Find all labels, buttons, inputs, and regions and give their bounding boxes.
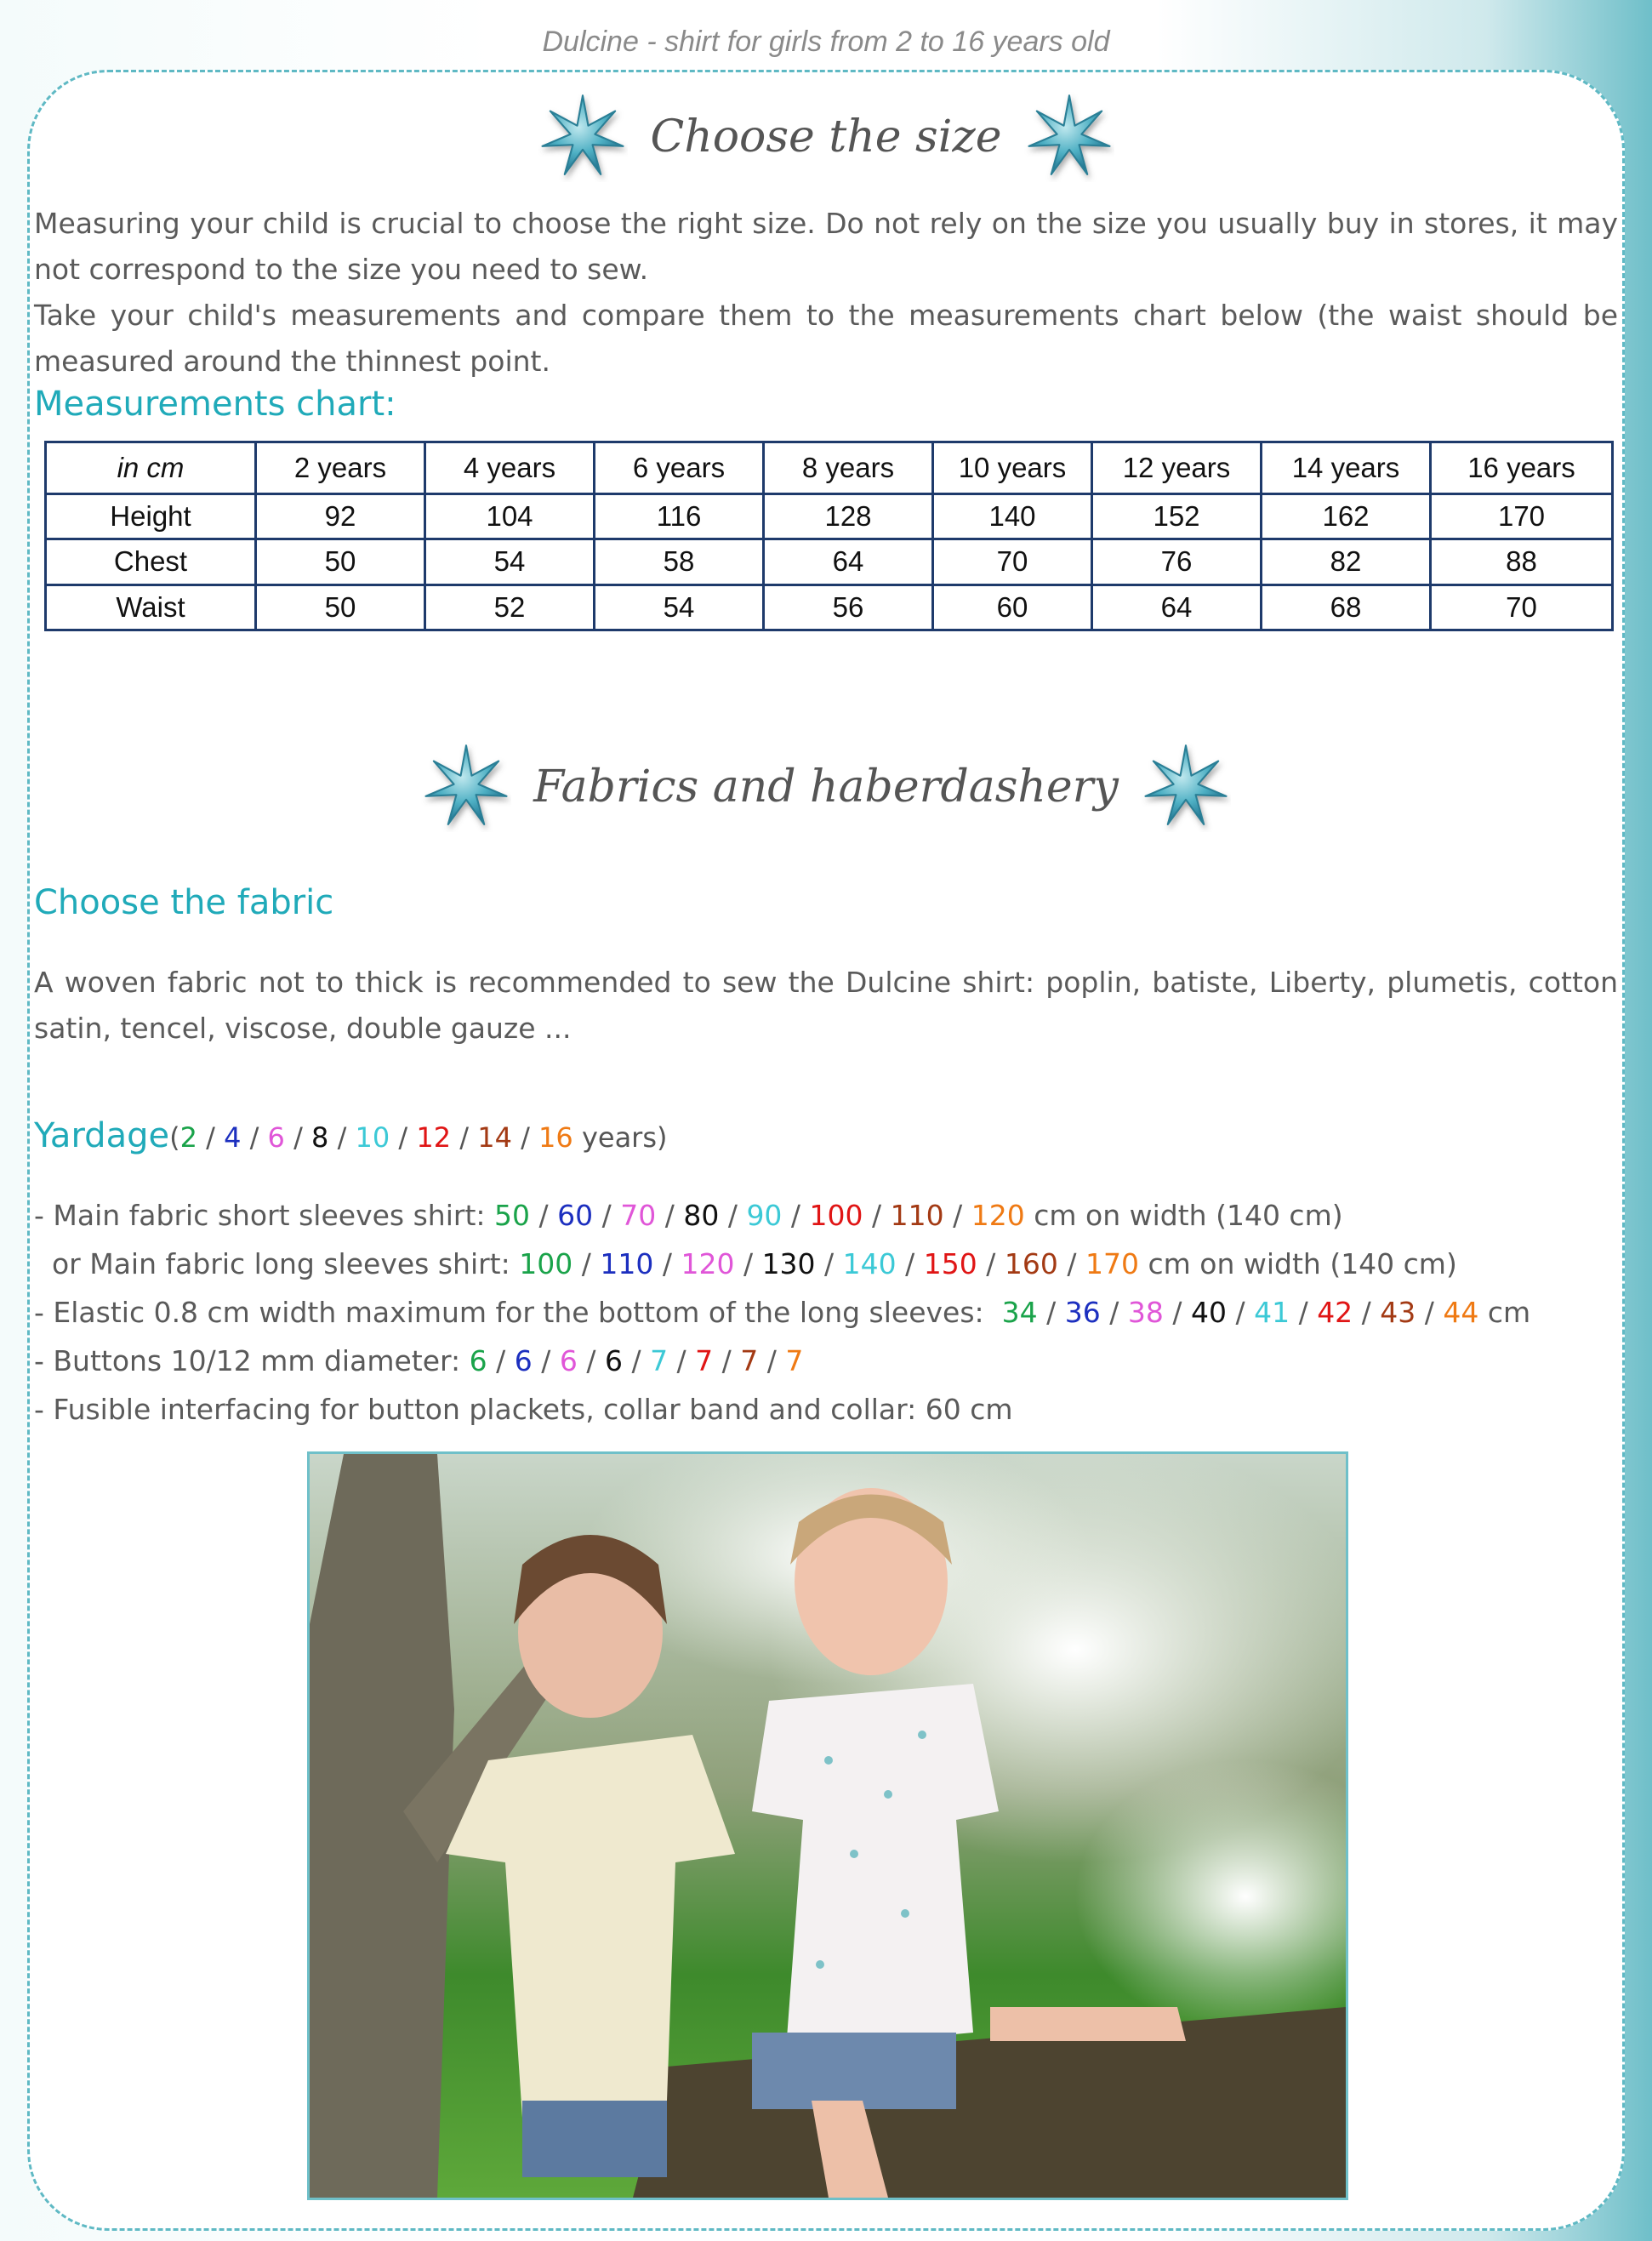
table-cell: 52 [425, 584, 595, 630]
list-item: or Main fabric long sleeves shirt: 100 / 110 / 120 / 130 / 140 / 150 / 160 / 170 cm on width (140 cm) [34, 1247, 1457, 1280]
table-cell: 162 [1262, 494, 1431, 539]
table-cell: 58 [595, 539, 764, 584]
size-paragraph-2: Take your child's measurements and compare them to the measurements chart below (the waist should be measured around the thinnest point. [34, 299, 1618, 378]
table-row-label: Waist [46, 584, 256, 630]
list-item-value: 38 [1127, 1296, 1164, 1329]
yardage-size-value: 4 [224, 1121, 242, 1154]
list-item-value: 42 [1317, 1296, 1353, 1329]
list-item-value: 43 [1380, 1296, 1416, 1329]
fabric-section-title [0, 742, 1652, 832]
list-item-label: - Buttons 10/12 mm diameter: [34, 1344, 470, 1377]
blue-star-icon [1141, 742, 1231, 832]
list-item: - Elastic 0.8 cm width maximum for the bottom of the long sleeves: 34 / 36 / 38 / 40 / 41 / 42 / 43 / 44 cm [34, 1296, 1531, 1329]
list-item-suffix: cm on width (140 cm) [1024, 1199, 1343, 1232]
list-item-value: 80 [683, 1199, 720, 1232]
table-unit-cell: in cm [46, 442, 256, 494]
blue-star-icon [1024, 92, 1114, 182]
yardage-size-value: 14 [477, 1121, 512, 1154]
yardage-heading: Yardage [34, 1116, 170, 1155]
list-item-value: 90 [746, 1199, 783, 1232]
table-cell: 60 [933, 584, 1092, 630]
table-cell: 50 [256, 584, 425, 630]
table-cell: 140 [933, 494, 1092, 539]
table-row-label: Chest [46, 539, 256, 584]
table-cell: 54 [425, 539, 595, 584]
table-cell: 82 [1262, 539, 1431, 584]
list-item-value: 150 [923, 1247, 977, 1280]
list-item-value: 6 [604, 1344, 623, 1377]
list-item-label: - Fusible interfacing for button plackets, collar band and collar: 60 cm [34, 1393, 1013, 1426]
table-header-cell: 16 years [1431, 442, 1613, 494]
yardage-size-legend: (2 / 4 / 6 / 8 / 10 / 12 / 14 / 16 years) [169, 1121, 668, 1154]
blue-star-icon [538, 92, 628, 182]
measurements-table [44, 441, 1614, 631]
table-header-cell: 2 years [256, 442, 425, 494]
table-cell: 104 [425, 494, 595, 539]
list-item-value: 36 [1064, 1296, 1101, 1329]
list-item-value: 40 [1190, 1296, 1227, 1329]
list-item-value: 120 [971, 1199, 1025, 1232]
table-header-cell: 10 years [933, 442, 1092, 494]
table-header-row [46, 442, 1613, 494]
size-title-text: Choose the size [650, 111, 1002, 163]
yardage-size-value: 8 [311, 1121, 329, 1154]
list-item-label: or Main fabric long sleeves shirt: [34, 1247, 520, 1280]
table-cell: 116 [595, 494, 764, 539]
table-cell: 56 [764, 584, 933, 630]
list-item-label: - Elastic 0.8 cm width maximum for the bottom of the long sleeves: [34, 1296, 1002, 1329]
list-item-suffix: cm on width (140 cm) [1139, 1247, 1457, 1280]
list-item [34, 1385, 1530, 1434]
product-photo [307, 1451, 1348, 2200]
list-item-value: 70 [620, 1199, 657, 1232]
table-cell: 76 [1092, 539, 1262, 584]
size-paragraph-1: Measuring your child is crucial to choose the right size. Do not rely on the size you usually buy in stores, it may not correspond to the size you need to sew. [34, 207, 1618, 286]
measurements-chart-heading: Measurements chart: [34, 385, 396, 424]
table-header-cell: 6 years [595, 442, 764, 494]
haberdashery-list [34, 1191, 1530, 1434]
list-item-value: 6 [469, 1344, 487, 1377]
table-cell: 64 [764, 539, 933, 584]
list-item: - Buttons 10/12 mm diameter: 6 / 6 / 6 / 6 / 7 / 7 / 7 / 7 [34, 1344, 804, 1377]
list-item-value: 100 [519, 1247, 573, 1280]
table-cell: 152 [1092, 494, 1262, 539]
table-row [46, 494, 1613, 539]
list-item-suffix: cm [1478, 1296, 1531, 1329]
size-section-title [0, 92, 1652, 182]
table-cell: 70 [933, 539, 1092, 584]
table-cell: 64 [1092, 584, 1262, 630]
yardage-size-value: 10 [355, 1121, 390, 1154]
list-item-value: 130 [761, 1247, 816, 1280]
list-item-value: 110 [890, 1199, 944, 1232]
page-header: Dulcine - shirt for girls from 2 to 16 years old [542, 26, 1110, 58]
table-header-cell: 14 years [1262, 442, 1431, 494]
table-row-label: Height [46, 494, 256, 539]
list-item: - Main fabric short sleeves shirt: 50 / 60 / 70 / 80 / 90 / 100 / 110 / 120 cm on width (140 cm) [34, 1199, 1343, 1232]
list-item-value: 7 [695, 1344, 714, 1377]
table-cell: 54 [595, 584, 764, 630]
blue-star-icon [421, 742, 511, 832]
table-cell: 88 [1431, 539, 1613, 584]
list-item-value: 120 [681, 1247, 735, 1280]
list-item-value: 140 [842, 1247, 897, 1280]
yardage-size-value: 16 [538, 1121, 573, 1154]
table-header-cell: 12 years [1092, 442, 1262, 494]
list-item-value: 6 [559, 1344, 578, 1377]
choose-fabric-heading: Choose the fabric [34, 883, 334, 922]
table-cell: 70 [1431, 584, 1613, 630]
yardage-heading-line [34, 1116, 667, 1155]
table-header-cell: 8 years [764, 442, 933, 494]
list-item-value: 6 [514, 1344, 533, 1377]
list-item-value: 7 [785, 1344, 804, 1377]
fabric-description: A woven fabric not to thick is recommended to sew the Dulcine shirt: poplin, batiste, Liberty, plumetis, cotton satin, tencel, viscose, double gauze ... [34, 966, 1618, 1045]
list-item-value: 50 [494, 1199, 530, 1232]
list-item-value: 7 [740, 1344, 759, 1377]
list-item-label: - Main fabric short sleeves shirt: [34, 1199, 494, 1232]
list-item-value: 34 [1001, 1296, 1038, 1329]
table-cell: 68 [1262, 584, 1431, 630]
yardage-size-value: 6 [267, 1121, 285, 1154]
table-cell: 128 [764, 494, 933, 539]
list-item-value: 160 [1004, 1247, 1058, 1280]
yardage-size-value: 12 [416, 1121, 452, 1154]
yardage-size-value: 2 [179, 1121, 197, 1154]
table-row [46, 539, 1613, 584]
yardage-suffix: years) [573, 1121, 668, 1154]
list-item-value: 100 [809, 1199, 863, 1232]
list-item-value: 41 [1254, 1296, 1290, 1329]
table-header-cell: 4 years [425, 442, 595, 494]
list-item-value: 44 [1443, 1296, 1479, 1329]
list-item-value: 110 [600, 1247, 654, 1280]
list-item-value: 7 [650, 1344, 669, 1377]
list-item-value: 60 [557, 1199, 594, 1232]
list-item-value: 170 [1085, 1247, 1139, 1280]
table-cell: 170 [1431, 494, 1613, 539]
table-row [46, 584, 1613, 630]
table-cell: 50 [256, 539, 425, 584]
table-cell: 92 [256, 494, 425, 539]
fabric-title-text: Fabrics and haberdashery [533, 761, 1119, 813]
